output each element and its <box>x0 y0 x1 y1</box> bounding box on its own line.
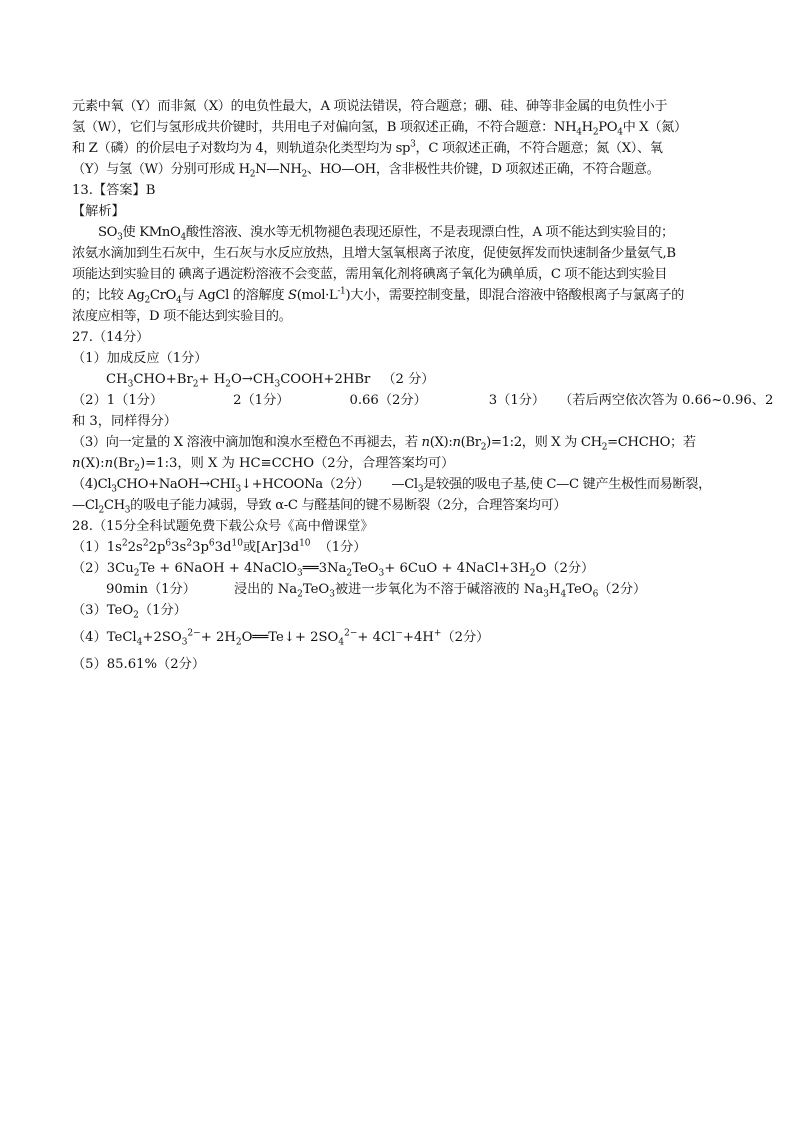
text: ══3Na <box>302 561 347 576</box>
text: 浓氨水滴加到生石灰中，生石灰与水反应放热，且增大氢氧根离子浓度，促使氨挥发而快速制备少量氨气,B <box>72 246 676 261</box>
italic-symbol: n <box>72 456 81 471</box>
text-line <box>72 474 724 495</box>
subscript: 3 <box>329 589 335 600</box>
subscript: 2 <box>134 463 140 474</box>
text: CH <box>103 498 125 513</box>
text: 项能达到实验目的 碘离子遇淀粉溶液不会变蓝，需用氧化剂将碘离子氧化为碘单质，C 项不能达到实验目 <box>72 267 668 282</box>
subscript: 4 <box>576 127 582 138</box>
text: (X): <box>429 435 453 450</box>
italic-symbol: n <box>452 435 461 450</box>
subscript: 2 <box>133 568 140 579</box>
text: 浓度应相等，D 项不能达到实验目的。 <box>72 309 292 324</box>
subscript: 3 <box>274 379 281 390</box>
italic-symbol: S <box>288 288 297 303</box>
superscript: 2 <box>186 538 193 549</box>
text: —Cl <box>72 498 99 513</box>
subscript: 4 <box>176 295 182 306</box>
text: （4)Cl <box>72 477 112 492</box>
text: )大小，需要控制变量，即混合溶液中铬酸根离子与氯离子的 <box>345 288 685 303</box>
text: 和 Z（磷）的价层电子对数均为 4，则轨道杂化类型均为 sp <box>72 141 411 156</box>
text: ，C 项叙述正确，不符合题意；氮（X）、氧 <box>415 141 663 156</box>
text: +4H <box>402 630 434 645</box>
equation-line <box>72 558 724 579</box>
text: （3）TeO <box>72 603 134 618</box>
subscript: 4 <box>338 637 345 648</box>
subscript: 2 <box>301 169 307 180</box>
text: + 6CuO + 4NaCl+3H <box>384 561 530 576</box>
subscript: 6 <box>592 589 599 600</box>
question-28-heading <box>72 516 724 537</box>
subscript: 2 <box>529 568 536 579</box>
text: TeO <box>566 582 593 597</box>
text: O══Te↓+ 2SO <box>241 630 339 645</box>
text: 3p <box>192 540 209 555</box>
text: Te + 6NaOH + 4NaClO <box>139 561 297 576</box>
text: 3（1分） <box>488 393 546 408</box>
subscript: 3 <box>296 568 303 579</box>
text: （2分） <box>441 630 490 645</box>
subscript: 2 <box>480 442 487 453</box>
superscript: 3 <box>410 139 416 150</box>
text-line <box>72 138 724 159</box>
text: 、HO—OH，含非极性共价键，D 项叙述正确，不符合题意。 <box>306 162 660 177</box>
text: +2SO <box>142 630 182 645</box>
superscript: − <box>395 628 403 639</box>
text: （2）3Cu <box>72 561 134 576</box>
text-line <box>72 306 724 327</box>
text: 的吸电子能力减弱，导致 α-C 与醛基间的键不易断裂（2分，合理答案均可） <box>130 498 567 513</box>
text: SO <box>98 225 118 240</box>
text-line <box>72 117 724 138</box>
text: （1）1s <box>72 540 122 555</box>
text: CH <box>106 372 128 387</box>
subscript: 3 <box>111 484 117 495</box>
text: TeO <box>352 561 379 576</box>
text: CHO+NaOH→CHI <box>116 477 236 492</box>
text: 3s <box>171 540 187 555</box>
subscript: 4 <box>617 127 623 138</box>
subscript: 2 <box>235 637 242 648</box>
subscript: 2 <box>592 127 599 138</box>
equation-line <box>72 627 724 648</box>
subscript: 3 <box>117 232 123 243</box>
text: 浸出的 Na <box>233 582 298 597</box>
text-line <box>72 654 724 675</box>
text: (Br <box>113 456 135 471</box>
text: )=1:3，则 X 为 HC≡CCHO（2分，合理答案均可） <box>140 456 455 471</box>
subscript: 3 <box>124 505 131 516</box>
text-line <box>72 243 724 264</box>
superscript: 2 <box>121 538 128 549</box>
text: H <box>581 120 593 135</box>
text: + 4Cl <box>357 630 396 645</box>
subscript: 2 <box>346 568 353 579</box>
subscript: 3 <box>417 484 424 495</box>
text: + H <box>198 372 226 387</box>
subscript: 3 <box>543 589 549 600</box>
text-line <box>72 495 724 516</box>
subscript: 4 <box>560 589 567 600</box>
answer-content <box>72 96 774 675</box>
text: 13.【答案】B <box>72 183 156 198</box>
text: H <box>548 582 561 597</box>
subscript: 3 <box>378 568 385 579</box>
text: 3d <box>214 540 232 555</box>
text: PO <box>598 120 618 135</box>
text: =CHCHO；若 <box>607 435 696 450</box>
text: 的；比较 Ag <box>72 288 145 303</box>
text: （2）1（1分） <box>72 393 164 408</box>
text: （1分） <box>138 603 187 618</box>
text: 元素中氧（Y）而非氮（X）的电负性最大，A 项说法错误，符合题意；硼、硅、砷等非金属的电负性小于 <box>72 99 668 114</box>
text: CHO+Br <box>133 372 193 387</box>
text: （2分） <box>598 582 647 597</box>
text: 与 AgCl 的溶解度 <box>181 288 288 303</box>
superscript: + <box>433 628 442 639</box>
text: CrO <box>149 288 177 303</box>
subscript: 2 <box>133 610 139 621</box>
text: 氢（W），它们与氢形成共价键时，共用电子对偏向氢，B 项叙述正确，不符合题意：NH <box>72 120 577 135</box>
subscript: 3 <box>127 379 134 390</box>
text: （2 分） <box>382 372 435 387</box>
subscript: 3 <box>181 637 188 648</box>
superscript: 2− <box>344 628 358 639</box>
text: 酸性溶液、溴水等无机物褪色表现还原性，不是表现漂白性，A 项不能达到实验目的； <box>185 225 674 240</box>
subscript: 2 <box>601 442 608 453</box>
text: 或[Ar]3d <box>242 540 300 555</box>
text: (X): <box>80 456 105 471</box>
text: 使 KMnO <box>122 225 181 240</box>
text: —Cl <box>391 477 418 492</box>
text: 2s <box>127 540 143 555</box>
text: 是较强的吸电子基,使 C—C 键产生极性而易断裂， <box>423 477 711 492</box>
equation-line <box>72 369 724 390</box>
text-line <box>72 222 724 243</box>
text-line <box>72 285 724 306</box>
subscript: 2 <box>225 379 231 390</box>
text-line <box>72 432 724 453</box>
italic-symbol: n <box>421 435 430 450</box>
text: （4）TeCl <box>72 630 137 645</box>
text: 【解析】 <box>72 204 125 219</box>
text: （1分） <box>318 540 367 555</box>
subscript: 4 <box>180 232 186 243</box>
text: COOH+2HBr <box>280 372 371 387</box>
superscript: 10 <box>299 538 311 549</box>
text: （Y）与氢（W）分别可形成 H <box>72 162 250 177</box>
superscript: 2− <box>187 628 201 639</box>
text: ↓+HCOONa（2分） <box>240 477 370 492</box>
text: 2p <box>148 540 166 555</box>
subscript: 2 <box>297 589 303 600</box>
text: (Br <box>460 435 481 450</box>
text-line <box>72 159 724 180</box>
text-line <box>72 348 724 369</box>
text: 90min（1分） <box>106 582 196 597</box>
analysis-heading <box>72 201 724 222</box>
text: + 2H <box>200 630 236 645</box>
text: (mol·L <box>296 288 338 303</box>
superscript: -1 <box>337 286 346 297</box>
italic-symbol: n <box>104 456 114 471</box>
text: 28.（15分全科试题免费下载公众号《高中僧课堂》 <box>72 519 374 534</box>
text: O→CH <box>231 372 275 387</box>
subscript: 2 <box>144 295 150 306</box>
text-line <box>72 537 724 558</box>
subscript: 2 <box>192 379 199 390</box>
text: 0.66（2分） <box>349 393 427 408</box>
superscript: 6 <box>165 538 172 549</box>
superscript: 6 <box>208 538 215 549</box>
subscript: 2 <box>98 505 104 516</box>
subscript: 4 <box>136 637 143 648</box>
question-13-heading <box>72 180 724 201</box>
text: 和 3，同样得分） <box>72 414 177 429</box>
text: N—NH <box>255 162 302 177</box>
text: （1）加成反应（1分） <box>72 351 208 366</box>
text: 27.（14分） <box>72 330 150 345</box>
text-line <box>72 390 774 411</box>
text: （3）向一定量的 X 溶液中滴加饱和溴水至橙色不再褪去，若 <box>72 435 422 450</box>
subscript: 2 <box>249 169 256 180</box>
text: 2（1分） <box>233 393 290 408</box>
superscript: 10 <box>231 538 243 549</box>
text: TeO <box>302 582 330 597</box>
text: 被进一步氧化为不溶于碱溶液的 Na <box>334 582 544 597</box>
text-line <box>72 453 724 474</box>
subscript: 3 <box>235 484 241 495</box>
text: （5）85.61%（2分） <box>72 657 206 672</box>
text: )=1:2，则 X 为 CH <box>486 435 602 450</box>
question-27-heading <box>72 327 724 348</box>
text: 中 X（氮） <box>622 120 687 135</box>
text-line <box>72 96 724 117</box>
text-line <box>72 600 724 621</box>
text-line <box>72 579 724 600</box>
text: （若后两空依次答为 0.66~0.96、2 <box>559 393 774 408</box>
text-line <box>72 411 724 432</box>
superscript: 2 <box>142 538 149 549</box>
text: O（2分） <box>535 561 595 576</box>
text-line <box>72 264 724 285</box>
